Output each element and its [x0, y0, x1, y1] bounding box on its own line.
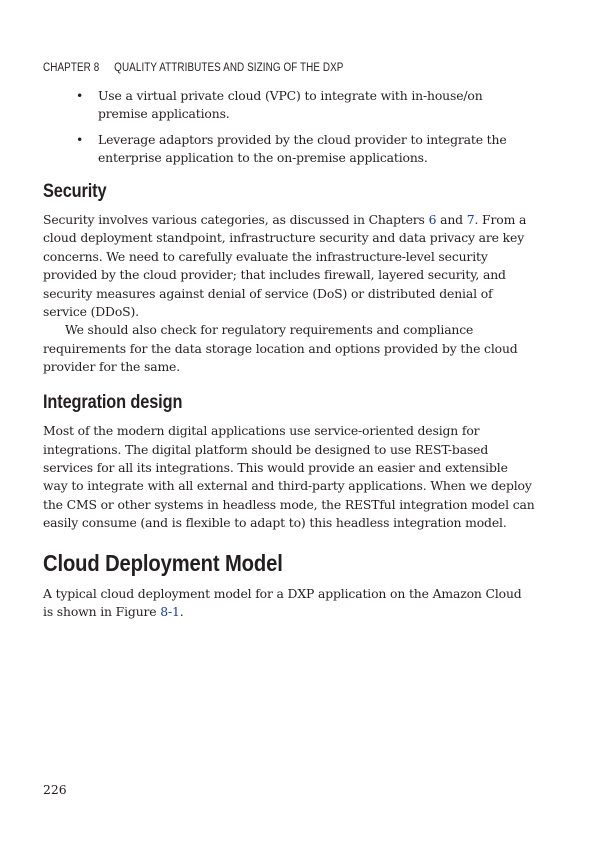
- cloud-paragraph: [43, 585, 535, 622]
- bullet-list: [43, 87, 535, 168]
- page-body: [43, 87, 535, 622]
- compliance-paragraph: We should also check for regulatory requirements and compliance requirements for the data storage location and options provided by the cloud provider for the same.: [43, 322, 518, 375]
- bullet-line: Use a virtual private cloud (VPC) to integrate with in-house/on: [98, 88, 483, 103]
- cloud-text: A typical cloud deployment model for a DXP application on the Amazon Cloud is shown in Figure: [43, 585, 522, 620]
- integration-heading: Integration design: [43, 391, 183, 413]
- security-text: and: [436, 212, 467, 228]
- bullet-line: enterprise application to the on-premise applications.: [98, 150, 428, 166]
- security-paragraph: [43, 211, 535, 321]
- chapter-number: CHAPTER 8: [43, 62, 100, 74]
- security-text: Security involves various categories, as discussed in Chapters: [43, 212, 429, 228]
- bullet-line: Leverage adaptors provided by the cloud provider to integrate the: [98, 131, 507, 147]
- security-text: . From a cloud deployment standpoint, infrastructure security and data privacy are key concerns. We need to carefully evaluate the infrastructure-level security provided by the cloud provider; that includes firewall, layered security, and security measures against denial of service (DoS) or distributed denial of service (DDoS).: [43, 212, 527, 320]
- bullet-line: premise applications.: [98, 106, 230, 122]
- security-heading: Security: [43, 180, 107, 202]
- integration-paragraph: Most of the modern digital applications use service-oriented design for integrations. The digital platform should be designed to use REST-based services for all its integrations. This would provide an easier and extensible way to integrate with all external and third-party applications. When we deploy the CMS or other systems in headless mode, the RESTful integration model can easily consume (and is flexible to adapt to) this headless integration model.: [43, 423, 535, 531]
- chapter-title: QUALITY ATTRIBUTES AND SIZING OF THE DXP: [114, 62, 344, 74]
- figure-8-1-link[interactable]: 8-1: [160, 604, 180, 620]
- cloud-text: .: [179, 604, 184, 620]
- bullet-item: [43, 87, 535, 124]
- chapter-6-link[interactable]: 6: [428, 212, 437, 228]
- page-number: 226: [43, 782, 67, 797]
- bullet-item: [43, 131, 535, 168]
- running-header: [43, 62, 343, 74]
- chapter-7-link[interactable]: 7: [466, 212, 475, 228]
- cloud-deployment-heading: Cloud Deployment Model: [43, 549, 283, 576]
